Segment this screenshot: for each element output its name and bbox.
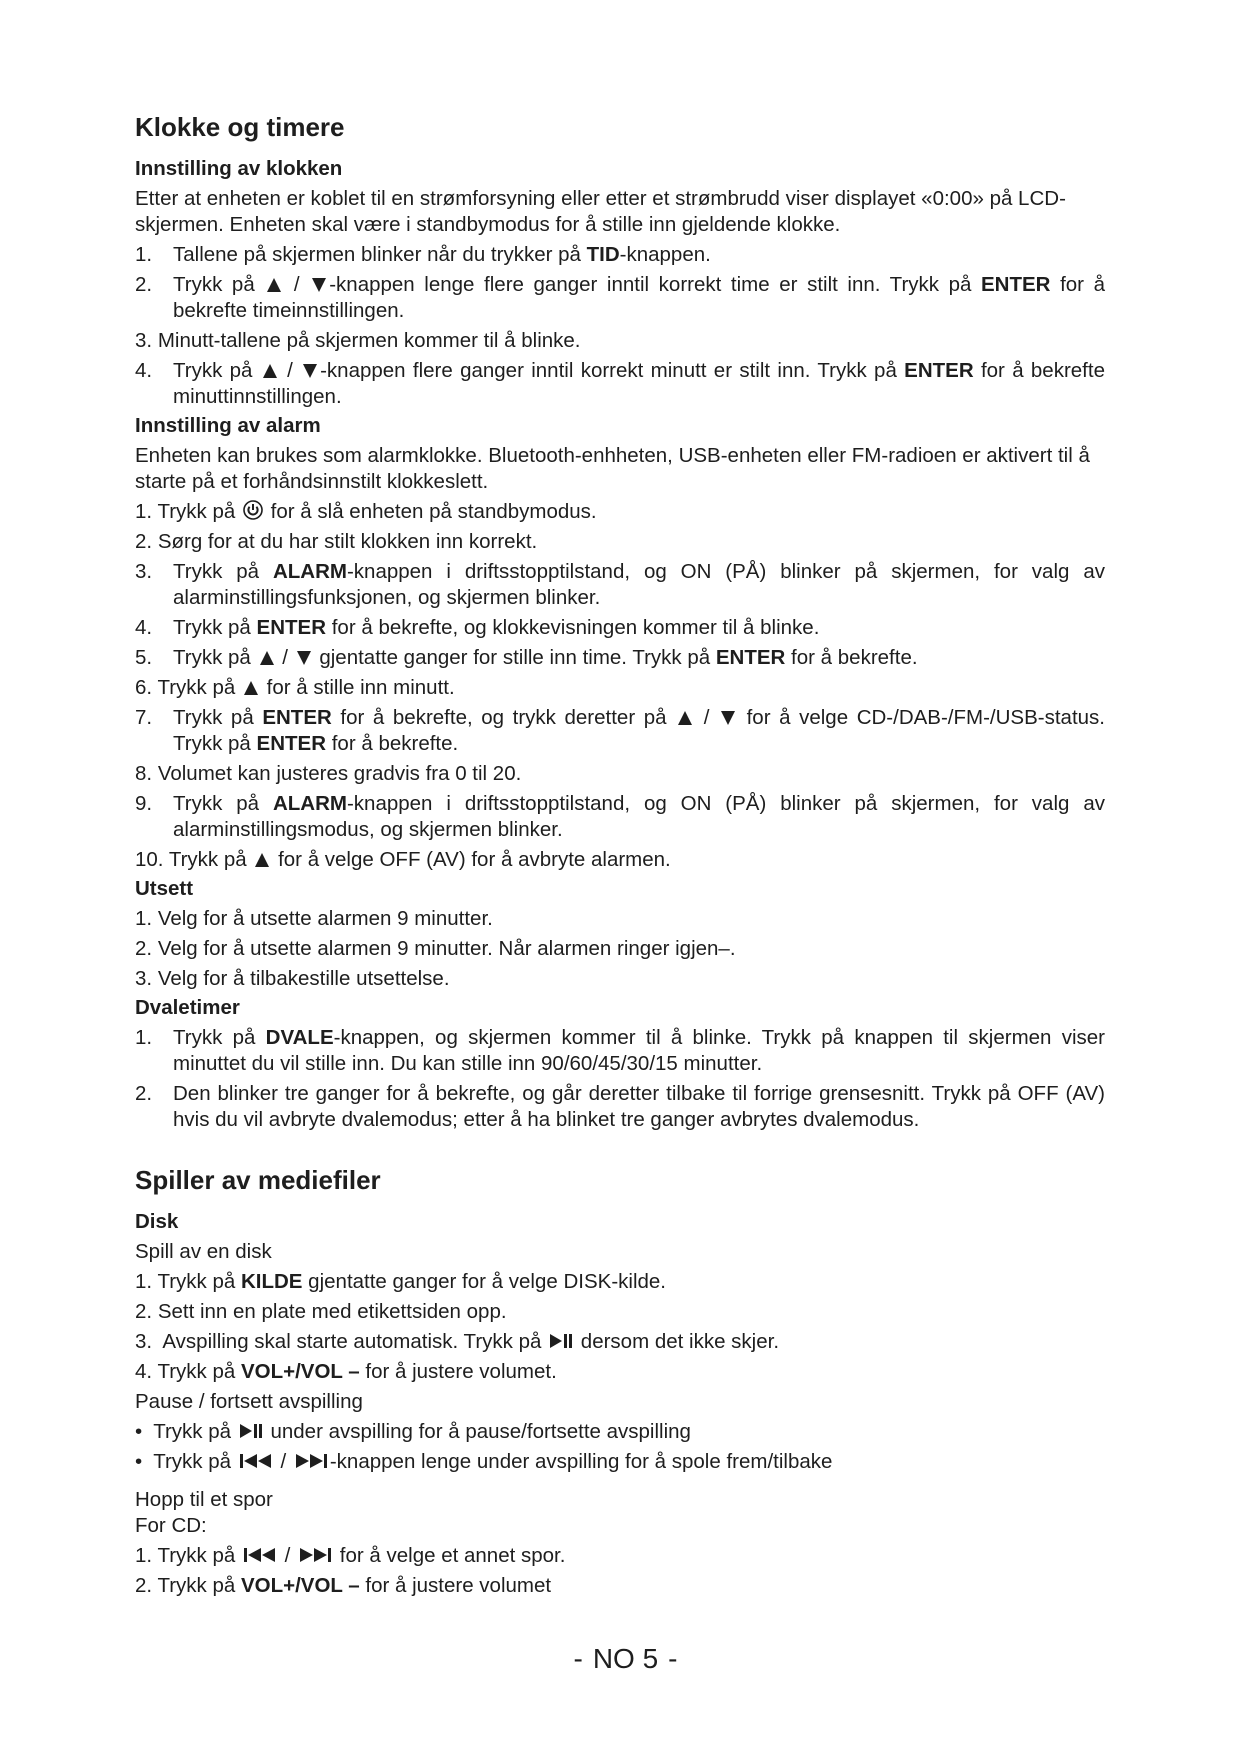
section-title-media: Spiller av mediefiler: [135, 1165, 381, 1195]
list-item: 4. Trykk på / -knappen flere ganger inntil korrekt minutt er stilt inn. Trykk på ENTER for å bekrefte minuttinnstillingen.: [135, 359, 1105, 408]
list-item: 9. Trykk på ALARM-knappen i driftsstopptilstand, og ON (PÅ) blinker på skjermen, for valg av alarminstillingsmodus, og skjermen blinker.: [135, 792, 1105, 841]
list-item: 3. Trykk på ALARM-knappen i driftsstopptilstand, og ON (PÅ) blinker på skjermen, for valg av alarminstillingsfunksjonen, og skjermen blinker.: [135, 560, 1105, 609]
list-item: • Trykk på / -knappen lenge under avspilling for å spole frem/tilbake: [135, 1450, 833, 1473]
triangle-down-icon: [302, 363, 318, 379]
alarm-intro: Enheten kan brukes som alarmklokke. Bluetooth-enhheten, USB-enheten eller FM-radioen er aktivert til å starte på et forhåndsinnstilt klokkeslett.: [135, 444, 1090, 493]
list-item: 1. Trykk på for å slå enheten på standbymodus.: [135, 500, 597, 523]
triangle-up-icon: [254, 852, 270, 868]
list-item: 3. Velg for å tilbakestille utsettelse.: [135, 967, 450, 990]
heading-sleep-timer: Dvaletimer: [135, 996, 240, 1019]
play-pause-icon: [239, 1422, 263, 1440]
skip-forward-icon: [298, 1546, 332, 1564]
page-number: - NO 5 -: [573, 1643, 678, 1674]
triangle-up-icon: [243, 680, 259, 696]
list-item: 3. Minutt-tallene på skjermen kommer til å blinke.: [135, 329, 581, 352]
heading-disc: Disk: [135, 1210, 179, 1233]
list-item: 5. Trykk på / gjentatte ganger for stille inn time. Trykk på ENTER for å bekrefte.: [135, 646, 918, 669]
triangle-up-icon: [259, 650, 275, 666]
skip-back-icon: [243, 1546, 277, 1564]
list-item: 2. Trykk på / -knappen lenge flere ganger inntil korrekt time er stilt inn. Trykk på ENTER for å bekrefte timeinnstillingen.: [135, 273, 1105, 322]
list-item: 2. Den blinker tre ganger for å bekrefte, og går deretter tilbake til forrige grensesnitt. Trykk på OFF (AV) hvis du vil avbryte dvalemodus; etter å ha blinket tre ganger avbrytes dvalemodus.: [135, 1082, 1105, 1131]
triangle-up-icon: [262, 363, 278, 379]
subheading-skip-track: Hopp til et spor: [135, 1488, 273, 1511]
list-item: 1. Trykk på DVALE-knappen, og skjermen kommer til å blinke. Trykk på knappen til skjermen viser minuttet du vil stille inn. Du kan stille inn 90/60/45/30/15 minutter.: [135, 1026, 1105, 1075]
heading-clock-setting: Innstilling av klokken: [135, 157, 343, 180]
triangle-up-icon: [266, 277, 282, 293]
skip-back-icon: [239, 1452, 273, 1470]
triangle-up-icon: [677, 710, 693, 726]
skip-forward-icon: [294, 1452, 328, 1470]
play-pause-icon: [549, 1332, 573, 1350]
subheading-pause-resume: Pause / fortsett avspilling: [135, 1390, 363, 1413]
list-item: 3. Avspilling skal starte automatisk. Trykk på dersom det ikke skjer.: [135, 1330, 780, 1353]
clock-intro: Etter at enheten er koblet til en strømforsyning eller etter et strømbrudd viser displayet «0:00» på LCD-skjermen. Enheten skal være i standbymodus for å stille inn gjeldende klokke.: [135, 187, 1066, 236]
triangle-down-icon: [311, 277, 327, 293]
list-item: 2. Trykk på VOL+/VOL – for å justere volumet: [135, 1574, 552, 1597]
section-title-clock: Klokke og timere: [135, 112, 345, 142]
triangle-down-icon: [296, 650, 312, 666]
list-item: 10. Trykk på for å velge OFF (AV) for å avbryte alarmen.: [135, 848, 671, 871]
list-item: 7. Trykk på ENTER for å bekrefte, og trykk deretter på / for å velge CD-/DAB-/FM-/USB-status. Trykk på ENTER for å bekrefte.: [135, 706, 1105, 755]
list-item: 2. Velg for å utsette alarmen 9 minutter. Når alarmen ringer igjen–.: [135, 937, 736, 960]
list-item: • Trykk på under avspilling for å pause/fortsette avspilling: [135, 1420, 691, 1443]
list-item: 2. Sett inn en plate med etikettsiden opp.: [135, 1300, 507, 1323]
list-item: 4. Trykk på VOL+/VOL – for å justere volumet.: [135, 1360, 557, 1383]
heading-alarm-setting: Innstilling av alarm: [135, 414, 321, 437]
subheading-play-disc: Spill av en disk: [135, 1240, 272, 1263]
heading-snooze: Utsett: [135, 877, 194, 900]
power-icon: [243, 500, 263, 520]
list-item: 1. Trykk på / for å velge et annet spor.: [135, 1544, 566, 1567]
list-item: 8. Volumet kan justeres gradvis fra 0 til 20.: [135, 762, 522, 785]
triangle-down-icon: [720, 710, 736, 726]
manual-page: [135, 112, 1105, 1603]
list-item: 1. Velg for å utsette alarmen 9 minutter.: [135, 907, 493, 930]
list-item: 1. Trykk på KILDE gjentatte ganger for å velge DISK-kilde.: [135, 1270, 666, 1293]
list-item: 4. Trykk på ENTER for å bekrefte, og klokkevisningen kommer til å blinke.: [135, 616, 820, 639]
subheading-for-cd: For CD:: [135, 1514, 207, 1537]
list-item: 2. Sørg for at du har stilt klokken inn korrekt.: [135, 530, 538, 553]
list-item: 6. Trykk på for å stille inn minutt.: [135, 676, 455, 699]
list-item: 1. Tallene på skjermen blinker når du trykker på TID-knappen.: [135, 243, 711, 266]
